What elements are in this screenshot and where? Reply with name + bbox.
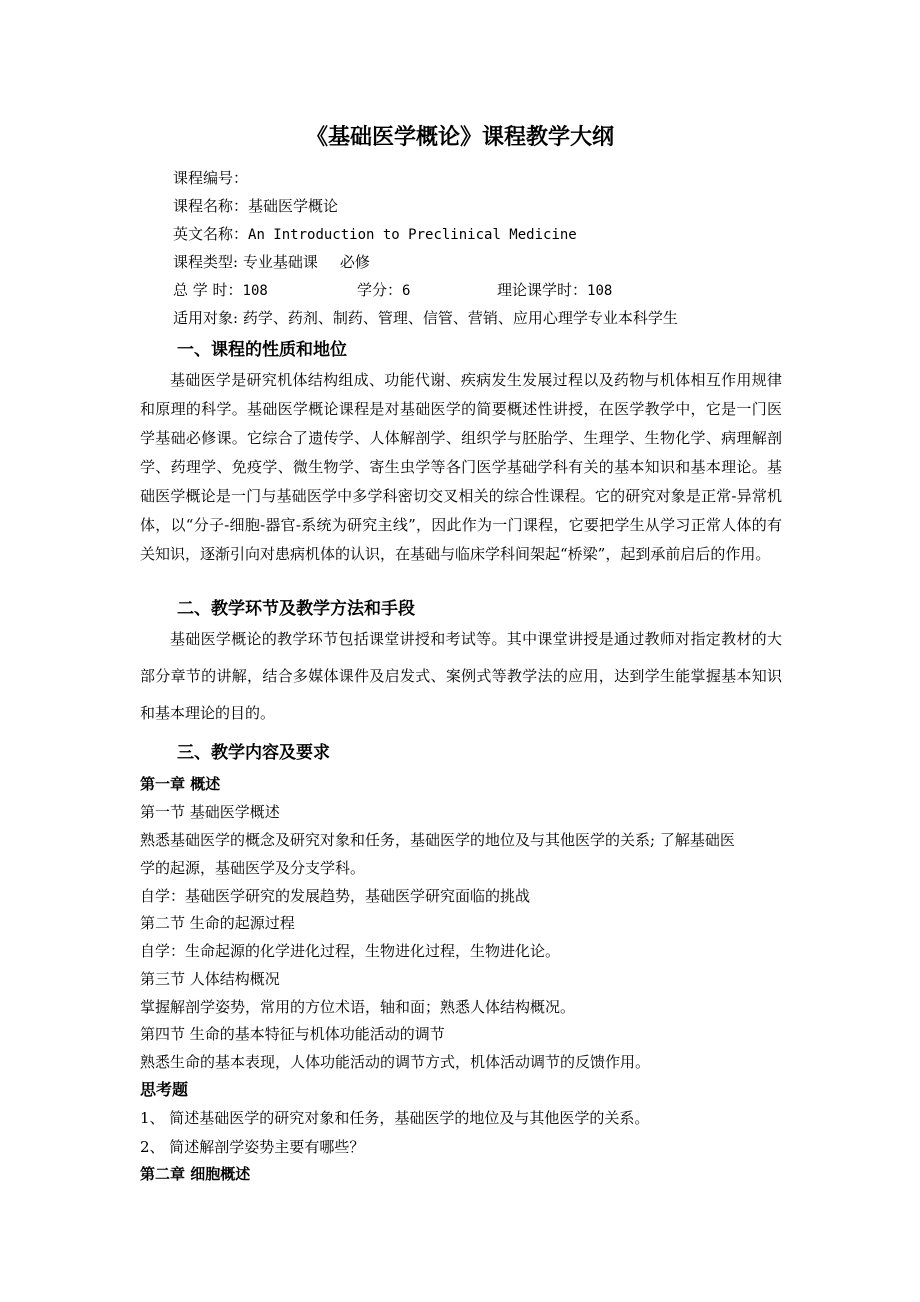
total-hours-value: 108 xyxy=(242,283,268,299)
section2-heading: 二、教学环节及教学方法和手段 xyxy=(177,599,415,619)
course-code-row xyxy=(173,167,248,188)
target-value: 药学、药剂、制药、管理、信管、营销、应用心理学专业本科学生 xyxy=(242,309,678,327)
chapter1-section3-title: 第三节 人体结构概况 xyxy=(140,970,280,988)
chapter1-section1-text-line2: 学的起源，基础医学及分支学科。 xyxy=(140,859,366,877)
course-type-required: 必修 xyxy=(339,253,370,271)
credit-value: 6 xyxy=(402,283,411,299)
section1-heading: 一、课程的性质和地位 xyxy=(177,340,347,360)
chapter1-title: 第一章 概述 xyxy=(140,775,221,793)
section2-paragraph: 基础医学概论的教学环节包括课堂讲授和考试等。其中课堂讲授是通过教师对指定教材的大部分章节的讲解，结合多媒体课件及启发式、案例式等教学法的应用，达到学生能掌握基本知识和基本理论的目的。 xyxy=(140,630,782,722)
theory-hours-label: 理论课学时： xyxy=(497,281,588,299)
hours-row xyxy=(173,279,268,300)
question-2: 2、 简述解剖学姿势主要有哪些？ xyxy=(140,1138,365,1156)
course-name-row xyxy=(173,195,338,216)
credit-label: 学分： xyxy=(357,281,403,299)
theory-hours-group xyxy=(497,279,612,300)
chapter1-section4-text: 熟悉生命的基本表现，人体功能活动的调节方式，机体活动调节的反馈作用。 xyxy=(140,1053,651,1071)
chapter1-section2-selfstudy: 自学：生命起源的化学进化过程，生物进化过程，生物进化论。 xyxy=(140,942,561,960)
target-label: 适用对象: xyxy=(173,309,243,327)
document-title: 《基础医学概论》课程教学大纲 xyxy=(305,125,614,150)
course-type-row xyxy=(173,251,370,272)
english-name-value: An Introduction to Preclinical Medicine xyxy=(248,227,577,243)
chapter1-section2-title: 第二节 生命的起源过程 xyxy=(140,914,295,932)
chapter1-section4-title: 第四节 生命的基本特征与机体功能活动的调节 xyxy=(140,1025,445,1043)
total-hours-label: 总 学 时： xyxy=(173,281,243,299)
chapter2-title: 第二章 细胞概述 xyxy=(140,1165,251,1183)
chapter1-section3-text: 掌握解剖学姿势，常用的方位术语，轴和面；熟悉人体结构概况。 xyxy=(140,998,576,1016)
chapter1-section1-selfstudy: 自学：基础医学研究的发展趋势，基础医学研究面临的挑战 xyxy=(140,887,531,905)
course-name-value: 基础医学概论 xyxy=(248,197,339,215)
question-1: 1、 简述基础医学的研究对象和任务，基础医学的地位及与其他医学的关系。 xyxy=(140,1109,650,1127)
english-name-row xyxy=(173,223,577,244)
credit-group xyxy=(357,279,410,300)
chapter1-section1-text-line1: 熟悉基础医学的概念及研究对象和任务，基础医学的地位及与其他医学的关系; 了解基础医 xyxy=(140,831,735,849)
english-name-label: 英文名称： xyxy=(173,225,249,243)
target-row xyxy=(173,307,678,328)
course-name-label: 课程名称： xyxy=(173,197,249,215)
theory-hours-value: 108 xyxy=(587,283,613,299)
section1-paragraph: 基础医学是研究机体结构组成、功能代谢、疾病发生发展过程以及药物与机体相互作用规律和原理的科学。基础医学概论课程是对基础医学的简要概述性讲授，在医学教学中，它是一门医学基础必修课。它综合了遗传学、人体解剖学、组织学与胚胎学、生理学、生物化学、病理解剖学、药理学、免疫学、微生物学、寄生虫学等各门医学基础学科有关的基本知识和基本理论。基础医学概论是一门与基础医学中多学科密切交叉相关的综合性课程。它的研究对象是正常-异常机体，以“分子-细胞-器官-系统为研究主线”，因此作为一门课程，它要把学生从学习正常人体的有关知识，逐渐引向对患病机体的认识，在基础与临床学科间架起“桥梁”，起到承前启后的作用。 xyxy=(140,371,782,563)
chapter1-section1-title: 第一节 基础医学概述 xyxy=(140,803,280,821)
course-type-label: 课程类型: xyxy=(173,253,243,271)
course-type-value: 专业基础课 xyxy=(242,253,318,271)
questions-heading: 思考题 xyxy=(140,1080,189,1099)
course-code-label: 课程编号： xyxy=(173,169,249,187)
section3-heading: 三、教学内容及要求 xyxy=(177,743,330,763)
